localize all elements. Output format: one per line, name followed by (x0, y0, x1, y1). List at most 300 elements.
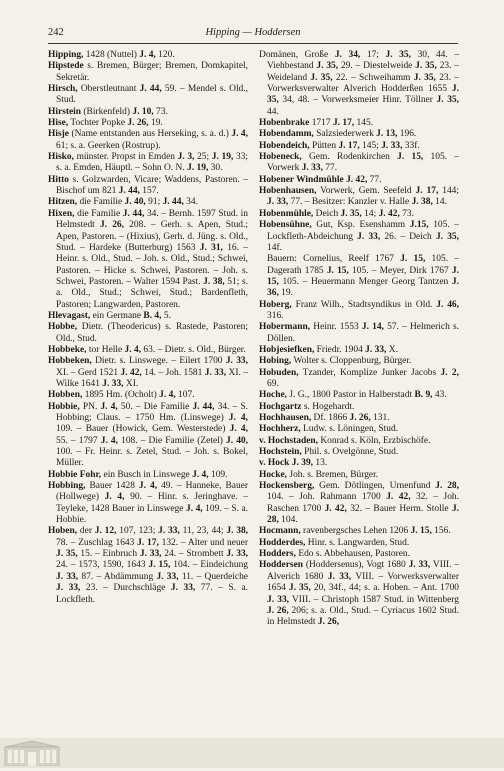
entry-bold-text: J. 3, (177, 152, 195, 163)
entry-bold-text: Hisko, (48, 152, 74, 163)
entry-text: s. Hogehardt. (301, 401, 355, 412)
entry-text: Pütten (309, 140, 339, 151)
running-title: Hipping — Hoddersen (205, 27, 301, 38)
entry-text: 19. (278, 288, 293, 299)
entry-bold-text: Hipstede (48, 61, 84, 72)
entry-text: 87. – Abdämmung (78, 571, 157, 582)
entry-text: Bauer 1428 (85, 481, 139, 492)
index-entry (259, 322, 459, 345)
entry-text: 91; (145, 197, 163, 208)
index-entry (48, 470, 248, 481)
entry-bold-text: J. 15, (410, 526, 432, 537)
entry-text: 57. – Helmerich s. Döllen. (267, 322, 460, 344)
entry-bold-text: J. 36, (267, 276, 459, 299)
index-entry (48, 209, 248, 311)
entry-bold-text: Hobben, (48, 390, 83, 401)
entry-bold-text: J. 4, (124, 344, 142, 355)
entry-bold-text: Hobbing, (48, 481, 86, 492)
entry-bold-text: J. 33, (301, 163, 323, 174)
index-entry (259, 141, 459, 152)
entry-bold-text: Hobeneck, (259, 152, 302, 163)
entry-bold-text: J. 33, (267, 594, 290, 605)
entry-text: 109. (208, 469, 228, 480)
entry-text: 33; s. a. Emden, Häuptl. – Sohn O. N. (56, 152, 249, 174)
entry-text: J. G., 1800 Pastor in Halberstadt (287, 390, 415, 401)
index-entry (259, 186, 459, 209)
entry-bold-text: v. Hochstaden, (259, 435, 318, 446)
entry-text: 11, 23, 44; (179, 526, 227, 537)
entry-text: 11. – Querdeiche (178, 571, 249, 582)
entry-bold-text: J. 35, (435, 231, 460, 242)
entry-text: 26. – Deich (380, 231, 436, 242)
entry-text: die Familie (77, 197, 125, 208)
index-entry (259, 481, 459, 526)
entry-bold-text: J. 33, (267, 197, 289, 208)
entry-bold-text: J. 33, (156, 571, 179, 582)
entry-bold-text: J. 33, (56, 583, 81, 594)
entry-text: 43. (432, 390, 447, 401)
entry-text: (Name entstanden aus Herseking, s. a. d.) (68, 129, 232, 140)
entry-text: 78. – Zuschlag 1643 (56, 537, 138, 548)
entry-bold-text: J. 40, (124, 197, 146, 208)
entry-text: 104. – Eindeichung (170, 560, 249, 571)
entry-text: 22. – Schweihamm (332, 72, 414, 83)
entry-bold-text: Hochgartz (259, 401, 302, 412)
entry-text: Vorwerk, Gem. Seefeld (316, 186, 416, 197)
entry-text: Dietr. (Theodericus) s. Rastede, Pastoren; Old., Stud. (56, 322, 248, 344)
entry-text: 14f. (267, 242, 282, 253)
entry-bold-text: J. 44, (122, 208, 145, 219)
entry-bold-text: J. 40, (226, 435, 248, 446)
index-entry (259, 447, 459, 458)
entry-bold-text: J. 42, (346, 174, 368, 185)
entry-bold-text: Hockensberg, (259, 481, 315, 492)
entry-bold-text: J. 35, (340, 208, 362, 219)
entry-text: ein Busch in Linswege (101, 469, 193, 480)
entry-bold-text: J. 33, (226, 549, 249, 560)
entry-text: Edo s. Abbehausen, Pastoren. (295, 549, 410, 560)
entry-text: VIII. – Vorwerksverwalter 1654 (267, 571, 459, 594)
entry-bold-text: J. 15, (400, 254, 426, 265)
entry-text: Wolter s. Cloppenburg, Bürger. (291, 356, 412, 367)
entry-bold-text: J. 4, (138, 481, 158, 492)
entry-text: 23. – Weideland (267, 61, 460, 83)
index-entry (259, 470, 459, 481)
entry-text: 109. – Bauer (Howick, Gem. Westerstede) (56, 424, 230, 435)
entry-text: 73. (399, 208, 414, 219)
page-header (48, 26, 458, 40)
entry-bold-text: Hobenmühle, (259, 208, 314, 219)
entry-bold-text: J. 26, (317, 617, 340, 628)
index-entry (48, 356, 248, 390)
entry-text: 14. (432, 197, 447, 208)
entry-text: 144; (438, 186, 460, 197)
entry-bold-text: Hochherz, (259, 424, 301, 435)
index-entry (259, 118, 459, 129)
index-entry (259, 345, 459, 356)
entry-text: XI. (123, 378, 139, 389)
index-entry (259, 549, 459, 560)
entry-bold-text: J. 33, (408, 560, 431, 571)
entry-bold-text: J. 4, (100, 435, 118, 446)
entry-bold-text: J.15, (409, 220, 429, 231)
entry-text: 17; (360, 50, 386, 60)
entry-text: 105. – Dagerath 1785 (267, 254, 459, 276)
entry-bold-text: J. 13, (376, 129, 398, 140)
entry-text: Oberstleutnant (77, 84, 140, 95)
entry-bold-text: J. 33, (381, 140, 403, 151)
entry-bold-text: J. 15, (326, 265, 349, 276)
entry-text: 108. – Die Familie (Zetel) (117, 435, 227, 446)
index-entry (259, 129, 459, 140)
index-entry (259, 390, 459, 401)
entry-text: 208. – Gerh. s. Apen, Stud.; Apen, Pastoren. – (Hixius), Gerh. d. Jüng. s. Old., Stud. – Hardeke (Butterburg) 1563 (56, 220, 249, 253)
entry-text: 14; (361, 208, 379, 219)
right-column (259, 50, 459, 629)
entry-bold-text: J. 15, (397, 152, 424, 163)
entry-bold-text: Hoche, (259, 390, 288, 401)
entry-text: 19. (148, 118, 163, 129)
entry-bold-text: Hobbie Fohr, (48, 469, 102, 480)
library-building-icon (4, 740, 60, 771)
entry-text: Bauern: Cornelius, Reelf 1767 (267, 254, 401, 265)
entry-bold-text: J. 17, (415, 186, 439, 197)
entry-text: Heinr. 1553 (310, 322, 362, 333)
entry-text: 1895 Hm. (Ocholt) (82, 390, 160, 401)
entry-bold-text: Hisje (48, 129, 69, 140)
index-entry (48, 390, 248, 401)
entry-bold-text: Hodderdes, (259, 537, 306, 548)
entry-bold-text: J. 42, (324, 503, 347, 514)
entry-bold-text: Hoddersen (259, 560, 304, 571)
footer-bar (0, 738, 504, 768)
entry-bold-text: J. 33, (357, 231, 381, 242)
entry-bold-text: Hipping, (48, 50, 84, 60)
entry-bold-text: J. 4, (229, 424, 249, 435)
index-entry (48, 107, 248, 118)
entry-bold-text: Hobendeich, (259, 140, 310, 151)
entry-text: Gem. Dötlingen, Urnenfund (314, 481, 436, 492)
entry-text: 55. – 1797 (56, 435, 101, 446)
entry-text: Gut, Ksp. Esenshamm (311, 220, 410, 231)
entry-bold-text: J. 17, (137, 537, 159, 548)
entry-bold-text: J. 12, (94, 526, 117, 537)
entry-text: 73. (153, 106, 168, 117)
entry-bold-text: Hobermann, (259, 322, 311, 333)
entry-bold-text: J. 38, (226, 526, 249, 537)
entry-bold-text: Hise, (48, 118, 69, 129)
entry-bold-text: Hobing, (259, 356, 292, 367)
entry-bold-text: J. 4, (231, 129, 249, 140)
index-entry (259, 402, 459, 413)
entry-bold-text: J. 17, (332, 118, 355, 129)
entry-bold-text: Hocke, (259, 469, 288, 480)
entry-text: 105. – Lockfleth-Abdeichung (267, 220, 459, 242)
entry-text: ravenbergsches Lehen 1206 (300, 526, 411, 537)
entry-text: 16. – Heinr. s. Old., Stud. – Joh. s. Old., Stud.; Schwei, Pastoren. – Hicke s. Schwei, Pastoren. – Joh. s. Schwei, Pastoren. – Walter 1594 Past. (56, 242, 248, 287)
entry-bold-text: Hobensühne, (259, 220, 312, 231)
entry-text: 156. (431, 526, 451, 537)
entry-text: VIII. – Alverich 1680 (267, 560, 460, 582)
entry-bold-text: J. 19, (211, 152, 234, 163)
entry-text: 32. – Joh. Raschen 1700 (267, 492, 460, 514)
entry-bold-text: J. 19, (187, 163, 209, 174)
entry-bold-text: Hodders, (259, 549, 296, 560)
entry-text: Phil. s. Ovelgönne, Stud. (301, 447, 399, 458)
entry-bold-text: J. 35, (413, 72, 436, 83)
entry-text: 145. (354, 118, 374, 129)
entry-bold-text: Hocmann, (259, 526, 301, 537)
entry-text: 51; s. a. Old., Stud.; Schwei, Stud.; Bardenfleth, Pastoren; Langwarden, Pastoren. (56, 276, 249, 310)
index-entry (259, 458, 459, 469)
entry-text: PN. (79, 401, 101, 412)
index-entry (259, 526, 459, 537)
entry-text: XI. – Wilke 1641 (56, 367, 248, 389)
index-entry (259, 209, 459, 220)
entry-text: 34, 48. – Vorwerksmeier Hinr. Töllner (278, 95, 437, 106)
entry-bold-text: J. 42, (120, 367, 142, 378)
index-entry (48, 50, 248, 61)
entry-text: 1717 (309, 118, 333, 129)
entry-text: 120. (155, 50, 175, 60)
entry-bold-text: J. 4, (159, 390, 176, 401)
entry-bold-text: J. 34, (334, 50, 361, 60)
entry-bold-text: Hobener Windmühle (259, 174, 344, 185)
entry-bold-text: J. 39, (291, 458, 314, 469)
entry-text: Df. 1866 (311, 413, 350, 423)
index-entry (48, 402, 248, 470)
entry-text: 77. – S. a. Lockfleth. (56, 583, 249, 605)
entry-bold-text: Hobendamm, (259, 129, 314, 140)
entry-bold-text: J. 44, (192, 401, 215, 412)
entry-text: 25; (194, 152, 212, 163)
entry-text: 107. (175, 390, 195, 401)
entry-bold-text: J. 35, (288, 583, 311, 594)
entry-bold-text: J. 33, (56, 571, 79, 582)
index-entry (48, 526, 248, 605)
entry-text: 20, 34f., 44; s. a. Hoben. – Ant. 1700 (310, 583, 460, 594)
entry-bold-text: Hobbeken, (48, 356, 92, 367)
entry-text: 29. – Diestelweide (338, 61, 416, 72)
entry-bold-text: J. 33, (102, 378, 124, 389)
entry-bold-text: J. 33, (365, 344, 387, 355)
entry-text: 5. (161, 310, 171, 321)
entry-bold-text: Hoberg, (259, 299, 292, 310)
entry-text: Salzsiederwerk (313, 129, 377, 140)
entry-text: Friedr. 1904 (314, 344, 366, 355)
entry-bold-text: J. 4, (186, 503, 203, 514)
entry-text: VIII. – Christoph 1587 Stud. in Wittenberg (289, 594, 459, 605)
entry-text: 34. – Bernh. 1597 Stud. in Helmstedt (56, 208, 248, 231)
entry-text: 69. (267, 378, 279, 389)
entry-bold-text: J. 26, (99, 220, 124, 231)
entry-text: 24. – Strombett (161, 549, 227, 560)
entry-bold-text: J. 33, (158, 526, 180, 537)
index-entry (48, 345, 248, 356)
entry-bold-text: J. 14, (361, 322, 384, 333)
index-entry (259, 424, 459, 435)
entry-bold-text: J. 46, (436, 299, 459, 310)
entry-bold-text: B. 9, (414, 390, 433, 401)
entry-text: 61; s. a. Geerken (Rostrup). (56, 140, 161, 151)
entry-text: 34. (183, 197, 198, 208)
index-entry (259, 220, 459, 299)
entry-text: 131. (370, 413, 390, 423)
entry-bold-text: J. 38, (203, 276, 225, 287)
entry-text: (Hoddersenus), Vogt 1680 (303, 560, 409, 571)
entry-text: 100. – Fr. Heinr. s. Zetel, Stud. – Joh. s. Bokel, Müller. (56, 447, 248, 469)
entry-bold-text: v. Hock (259, 458, 290, 469)
entry-bold-text: Hobjesiefken, (259, 344, 315, 355)
entry-bold-text: J. 4, (100, 401, 118, 412)
entry-text: 77. (322, 163, 338, 174)
entry-bold-text: J. 35, (385, 50, 411, 60)
entry-bold-text: Hobenbrake (259, 118, 310, 129)
entry-text: 23. – Vorwerksverwalter Alverich Hodderßen 1655 (267, 72, 460, 95)
index-entry (48, 197, 248, 208)
entry-bold-text: J. 42, (378, 208, 400, 219)
entry-text: 316. (267, 310, 284, 321)
entry-bold-text: J. 33, (139, 549, 162, 560)
entry-text: 50. – Die Familie (117, 401, 193, 412)
entry-text: 30. (208, 163, 223, 174)
entry-bold-text: Hochstein, (259, 447, 302, 458)
entry-bold-text: J. 26, (349, 413, 371, 423)
entry-text: 44. (267, 106, 279, 117)
entry-bold-text: Hobuden, (259, 367, 299, 378)
entry-text: s. Golzwarden, Vicare; Waddens, Pastoren. – Bischof um 821 (56, 174, 248, 197)
index-entry (259, 50, 459, 118)
entry-bold-text: Hirstein (48, 106, 82, 117)
index-entry (259, 300, 459, 323)
entry-bold-text: Hoben, (48, 526, 78, 537)
entry-bold-text: J. 10, (132, 106, 154, 117)
entry-text: 63. – Dietr. s. Old., Bürger. (141, 344, 246, 355)
entry-text: tor Helle (86, 344, 125, 355)
entry-text: der (77, 526, 95, 537)
entry-text: Tochter Popke (68, 118, 128, 129)
entry-text: Tzander, Komplize Junker Jacobs (298, 367, 441, 378)
entry-text: 32. – Bauer Herm. Stolle (346, 503, 452, 514)
index-entry (48, 481, 248, 526)
entry-text: 15. – Einbruch (77, 549, 140, 560)
entry-text: 14. – Joh. 1581 (141, 367, 205, 378)
entry-text: 196. (397, 129, 417, 140)
entry-bold-text: J. 35, (316, 61, 339, 72)
entry-text: 1428 (Nuttel) (83, 50, 140, 60)
header-rule (48, 43, 458, 44)
entry-bold-text: B. 4, (143, 310, 162, 321)
index-entry (48, 175, 248, 198)
entry-text: ein Germane (90, 310, 144, 321)
index-entry (48, 129, 248, 152)
entry-bold-text: J. 33, (204, 367, 227, 378)
entry-text: 13. (313, 458, 328, 469)
entry-bold-text: J. 31, (199, 242, 223, 253)
entry-text: Ludw. s. Löningen, Stud. (300, 424, 399, 435)
entry-bold-text: J. 15, (148, 560, 171, 571)
entry-bold-text: J. 4, (104, 492, 125, 503)
entry-text: 33f. (402, 140, 420, 151)
entry-bold-text: J. 17, (338, 140, 360, 151)
entry-bold-text: Hobbe, (48, 322, 78, 333)
entry-bold-text: J. 38, (411, 197, 433, 208)
index-entry (259, 152, 459, 175)
entry-text: 24. – 1573, 1590, 1643 (56, 560, 149, 571)
entry-bold-text: J. 35, (436, 95, 459, 106)
page-number: 242 (48, 27, 64, 38)
entry-text: 105. – Vorwerk (267, 152, 459, 174)
entry-text: X. (386, 344, 398, 355)
entry-bold-text: J. 28, (435, 481, 459, 492)
entry-text: 23. – Durchschläge (80, 583, 171, 594)
entry-bold-text: Hobbeke, (48, 344, 87, 355)
entry-text: 49. – Hanneke, Bauer (Hollwege) (56, 481, 249, 503)
entry-text: Franz Wilh., Stadtsyndikus in Old. (291, 299, 437, 310)
entry-bold-text: Hochhausen, (259, 413, 312, 423)
left-column (48, 50, 248, 606)
entry-text: 104. (278, 515, 298, 526)
index-entry (259, 560, 459, 628)
entry-text: Hinr. s. Langwarden, Stud. (305, 537, 410, 548)
entry-text: die Familie (74, 208, 123, 219)
entry-bold-text: Hirsch, (48, 84, 78, 95)
index-entry (48, 311, 248, 322)
entry-bold-text: Hitzen, (48, 197, 78, 208)
entry-bold-text: J. 35, (310, 72, 333, 83)
entry-text: XI. – Gerd 1521 (56, 367, 121, 378)
index-entry (48, 61, 248, 84)
entry-text: 34. – S. Hobbing; Claus. – 1750 Hm. (Linswege) (56, 401, 248, 423)
entry-bold-text: Hixen, (48, 208, 75, 219)
entry-bold-text: J. 4, (192, 469, 209, 480)
index-entry (259, 356, 459, 367)
entry-bold-text: J. 28, (267, 503, 460, 526)
entry-bold-text: J. 2, (440, 367, 459, 378)
entry-bold-text: J. 35, (56, 549, 78, 560)
index-entry (48, 152, 248, 175)
entry-bold-text: J. 42, (386, 492, 411, 503)
entry-text: Domänen, Große (259, 50, 335, 60)
index-entry (48, 84, 248, 107)
entry-bold-text: J. 35, (415, 61, 437, 72)
entry-text: 105. – Meyer, Dirk 1767 (348, 265, 452, 276)
entry-bold-text: J. 26, (267, 605, 289, 616)
index-entry (259, 436, 459, 447)
entry-text: 109. – S. a. Hobbie. (56, 503, 249, 526)
entry-text: 107, 123; (116, 526, 159, 537)
entry-text: 104. – Joh. Rahmann 1700 (267, 492, 387, 503)
entry-text: 157. (139, 186, 159, 197)
entry-bold-text: J. 4, (228, 413, 248, 423)
entry-bold-text: J. 44, (162, 197, 184, 208)
entry-text: Gem. Rodenkirchen (301, 152, 398, 163)
entry-bold-text: J. 44, (139, 84, 162, 95)
entry-text: Joh. s. Bremen, Bürger. (287, 469, 379, 480)
entry-bold-text: J. 44, (118, 186, 140, 197)
index-entry (259, 413, 459, 424)
entry-bold-text: J. 4, (139, 50, 156, 60)
entry-text: Konrad s. Köln, Erzbischöfe. (318, 435, 431, 446)
entry-text: Dietr. s. Linswege. – Eilert 1700 (91, 356, 226, 367)
index-entry (259, 175, 459, 186)
entry-bold-text: J. 35, (267, 84, 459, 106)
entry-text: 59. – Mendel s. Old., Stud. (56, 84, 248, 106)
entry-text: münster. Propst in Emden (73, 152, 178, 163)
entry-text: 77. – Besitzer: Kanzler v. Halle (288, 197, 412, 208)
index-entry (48, 118, 248, 129)
entry-bold-text: J. 33, (327, 571, 352, 582)
